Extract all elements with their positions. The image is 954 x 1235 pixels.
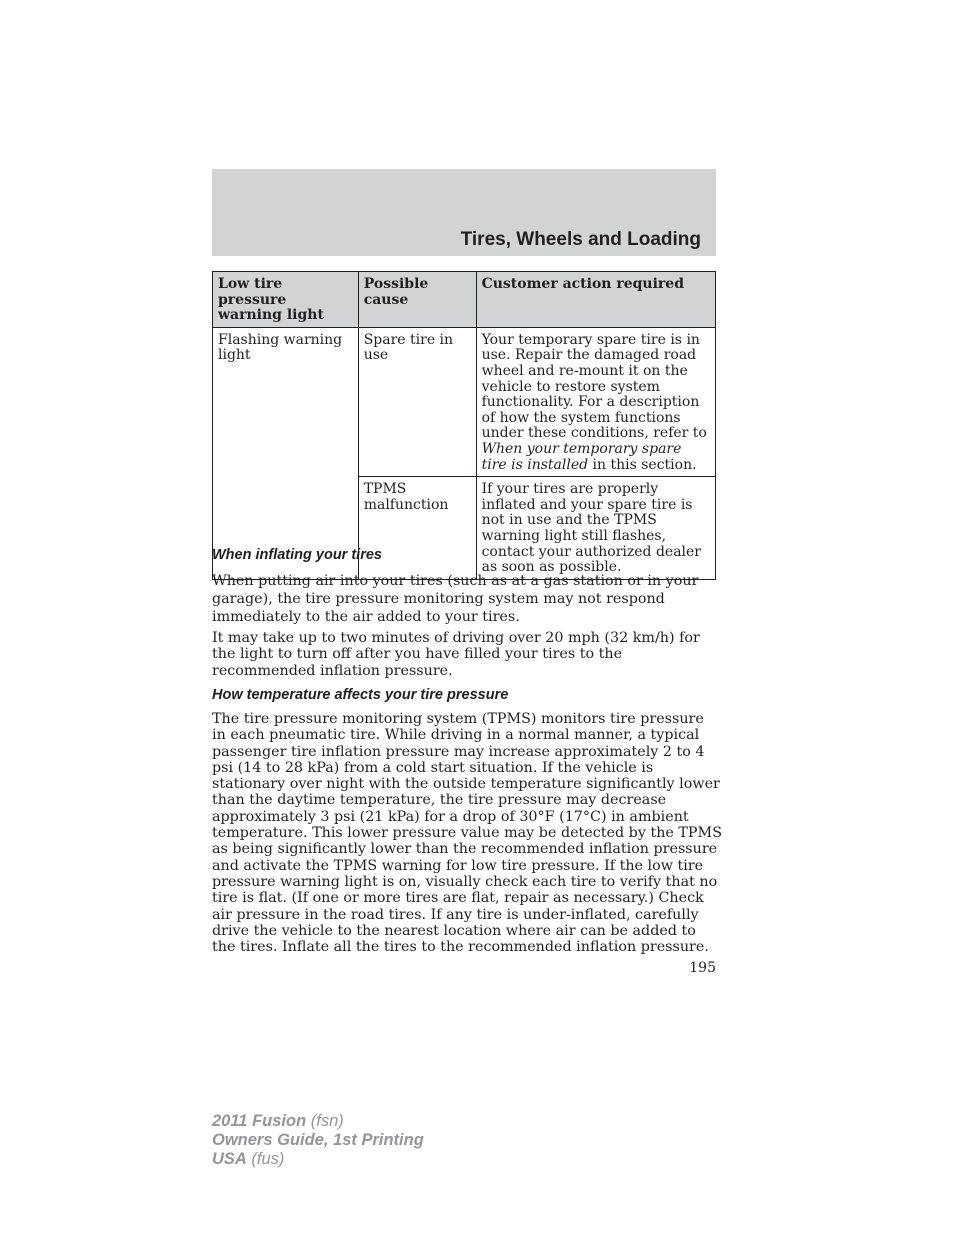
- paragraph: It may take up to two minutes of driving over 20 mph (32 km/h) for the light to turn off after you have filled your tires to the recommended inflation pressure.: [212, 630, 700, 679]
- action-cell: If your tires are properly inflated and your spare tire is not in use and the TPMS warning light still flashes, contact your authorized dealer as soon as possible.: [476, 477, 715, 580]
- table-row: [213, 327, 716, 476]
- paragraph: The tire pressure monitoring system (TPMS) monitors tire pressure in each pneumatic tire. While driving in a normal manner, a typical passenger tire inflation pressure may increase approximately 2 to 4 psi (14 to 28 kPa) from a cold start situation. If the vehicle is stationary over night with the outside temperature significantly lower than the daytime temperature, the tire pressure may decrease approximately 3 psi (21 kPa) for a drop of 30°F (17°C) in ambient temperature. This lower pressure value may be detected by the TPMS as being significantly lower than the recommended inflation pressure and activate the TPMS warning for low tire pressure. If the low tire pressure warning light is on, visually check each tire to verify that no tire is flat. (If one or more tires are flat, repair as necessary.) Check air pressure in the road tires. If any tire is under-inflated, carefully drive the vehicle to the nearest location where air can be added to the tires. Inflate all the tires to the recommended inflation pressure.: [212, 711, 722, 956]
- heading-inflating-tires: When inflating your tires: [212, 547, 382, 563]
- column-header-warning-light: Low tire pressure warning light: [213, 272, 359, 328]
- column-header-possible-cause: Possible cause: [358, 272, 476, 328]
- heading-temperature-pressure: How temperature affects your tire pressure: [212, 687, 509, 703]
- cause-cell: Spare tire in use: [358, 327, 476, 476]
- footer-model-line: 2011 Fusion (fsn): [212, 1112, 344, 1130]
- tpms-warning-table: [212, 271, 716, 580]
- page-number: 195: [689, 960, 716, 976]
- table-header-row: [213, 272, 716, 328]
- footer-market-line: USA (fus): [212, 1150, 285, 1168]
- footer-guide-line: Owners Guide, 1st Printing: [212, 1131, 424, 1149]
- action-text: Your temporary spare tire is in use. Repair the damaged road wheel and re-mount it on the vehicle to restore system functionality. For a description of how the system functions under these conditions, refer to: [481, 331, 707, 442]
- section-header-band: [212, 169, 716, 256]
- warning-light-cell: Flashing warning light: [213, 327, 359, 579]
- column-header-customer-action: Customer action required: [476, 272, 715, 328]
- action-text-end: in this section.: [588, 456, 697, 473]
- section-title: Tires, Wheels and Loading: [460, 229, 701, 250]
- section-reference: When your temporary spare tire is installed: [481, 440, 682, 473]
- paragraph: When putting air into your tires (such as at a gas station or in your garage), the tire pressure monitoring system may not respond immediately to the air added to your tires.: [212, 573, 699, 625]
- document-footer: [212, 1112, 424, 1169]
- cause-cell: TPMS malfunction: [358, 477, 476, 580]
- action-cell: [476, 327, 715, 476]
